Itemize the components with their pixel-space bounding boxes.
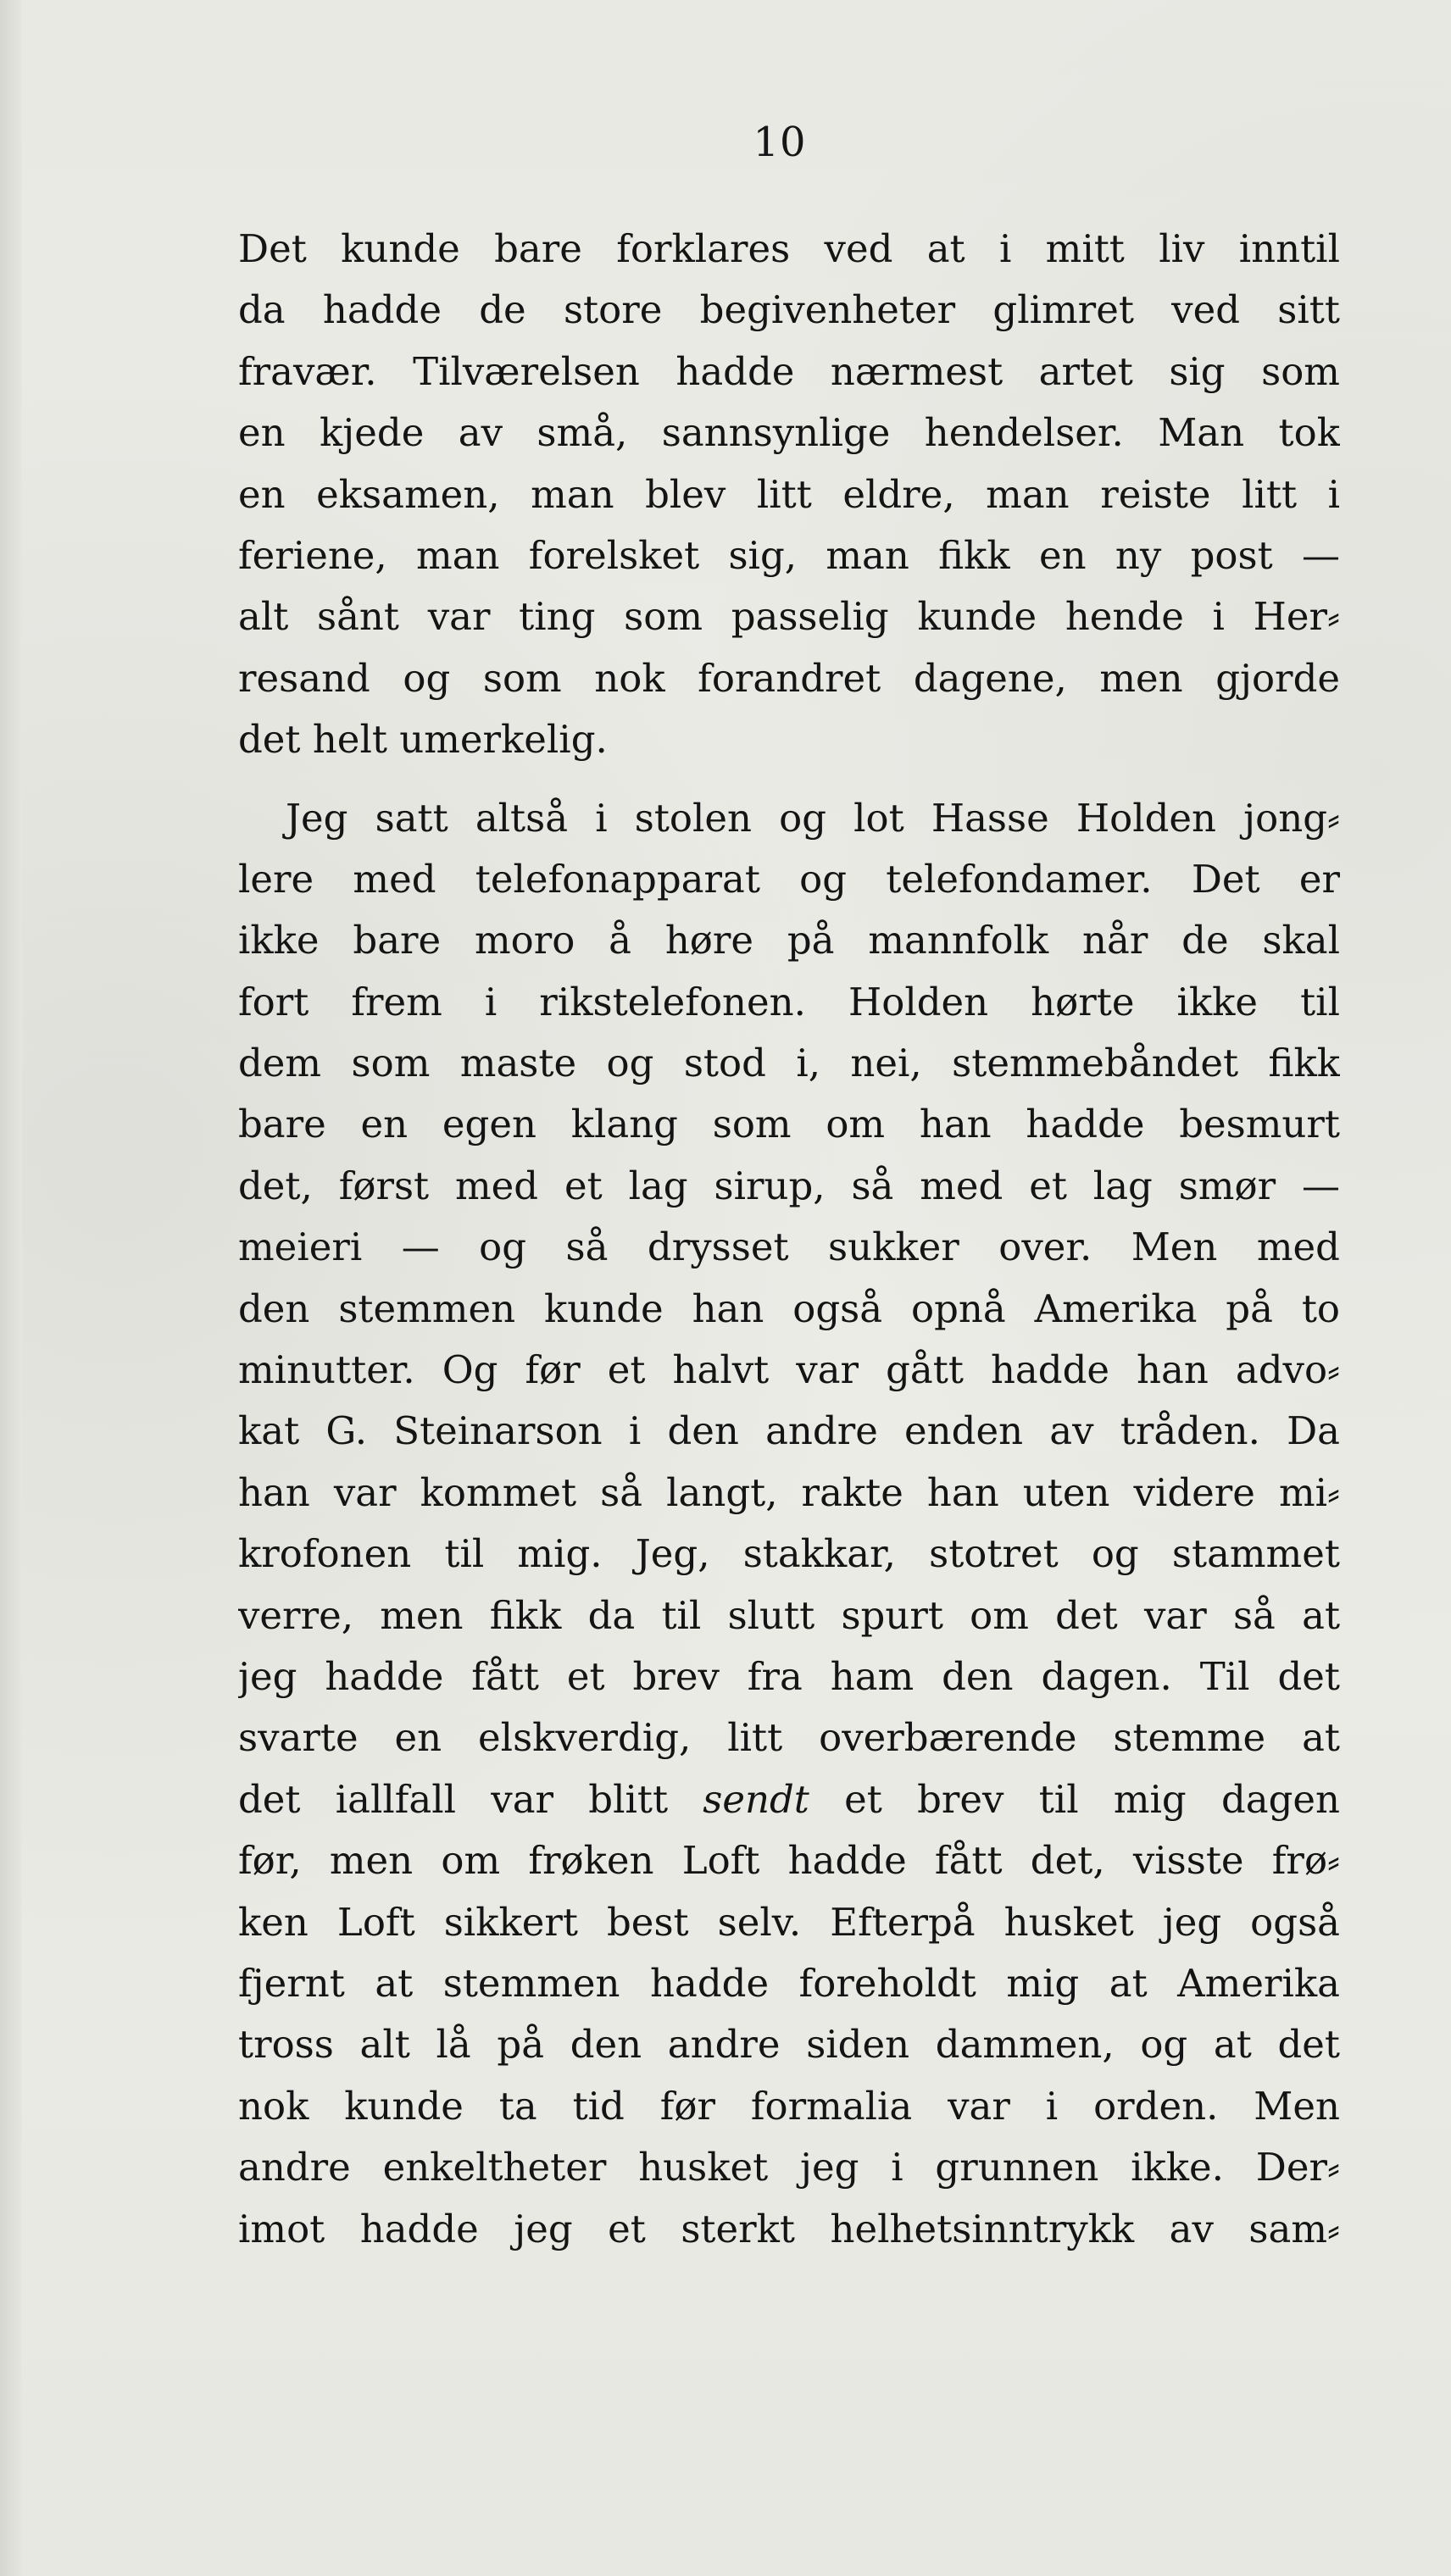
text-line: lere med telefonapparat og telefondamer. Det er	[238, 856, 1340, 902]
text-line: det helt umerkelig.	[238, 717, 608, 763]
text-line: verre, men fikk da til slutt spurt om det var så at	[238, 1592, 1340, 1638]
text-line: jeg hadde fått et brev fra ham den dagen. Til det	[238, 1653, 1340, 1699]
text-line: han var kommet så langt, rakte han uten videre mi⸗	[238, 1469, 1340, 1515]
text-line: krofonen til mig. Jeg, stakkar, stotret og stammet	[238, 1531, 1340, 1577]
text-line: en eksamen, man blev litt eldre, man reiste litt i	[238, 471, 1340, 517]
text-line: fjernt at stemmen hadde foreholdt mig at Amerika	[238, 1960, 1340, 2006]
text-line: Det kunde bare forklares ved at i mitt liv inntil	[238, 226, 1340, 271]
text-line: minutter. Og før et halvt var gått hadde han advo⸗	[238, 1347, 1340, 1393]
text-line: feriene, man forelsket sig, man fikk en ny post —	[238, 532, 1340, 578]
text-line: ken Loft sikkert best selv. Efterpå husket jeg også	[238, 1899, 1340, 1945]
paragraph-gap	[238, 771, 1340, 788]
text-line: Jeg satt altså i stolen og lot Hasse Holden jong⸗	[286, 795, 1340, 841]
text-line: tross alt lå på den andre siden dammen, og at det	[238, 2022, 1340, 2068]
text-line: bare en egen klang som om han hadde besmurt	[238, 1102, 1340, 1147]
text-line: dem som maste og stod i, nei, stemmebåndet fikk	[238, 1041, 1340, 1086]
text-line: nok kunde ta tid før formalia var i orden. Men	[238, 2083, 1340, 2129]
text-line: en kjede av små, sannsynlige hendelser. Man tok	[238, 410, 1340, 456]
page-edge	[0, 0, 22, 2576]
text-line: fort frem i rikstelefonen. Holden hørte ikke til	[238, 979, 1340, 1024]
text-line: da hadde de store begivenheter glimret ved sitt	[238, 287, 1340, 333]
text-line: meieri — og så drysset sukker over. Men med	[238, 1224, 1340, 1270]
text-segment: det iallfall var blitt	[238, 1776, 703, 1822]
text-line: før, men om frøken Loft hadde fått det, visste frø⸗	[238, 1838, 1340, 1884]
body-text	[238, 219, 1340, 2260]
text-line: den stemmen kunde han også opnå Amerika på to	[238, 1285, 1340, 1331]
text-line: alt sånt var ting som passelig kunde hende i Her⸗	[238, 594, 1340, 640]
text-line: fravær. Tilværelsen hadde nærmest artet sig som	[238, 348, 1340, 394]
text-line: ikke bare moro å høre på mannfolk når de skal	[238, 918, 1340, 963]
text-line: kat G. Steinarson i den andre enden av tråden. Da	[238, 1408, 1340, 1454]
text-line: andre enkeltheter husket jeg i grunnen ikke. Der⸗	[238, 2145, 1340, 2190]
text-line: svarte en elskverdig, litt overbærende stemme at	[238, 1715, 1340, 1761]
text-segment: et brev til mig dagen	[809, 1776, 1340, 1822]
text-line-with-italic	[238, 1769, 1340, 1830]
page-number: 10	[753, 119, 807, 166]
italic-word: sendt	[703, 1776, 809, 1822]
text-line: imot hadde jeg et sterkt helhetsinntrykk av sam⸗	[238, 2206, 1340, 2251]
text-line: det, først med et lag sirup, så med et lag smør —	[238, 1163, 1340, 1208]
text-line: resand og som nok forandret dagene, men gjorde	[238, 655, 1340, 701]
